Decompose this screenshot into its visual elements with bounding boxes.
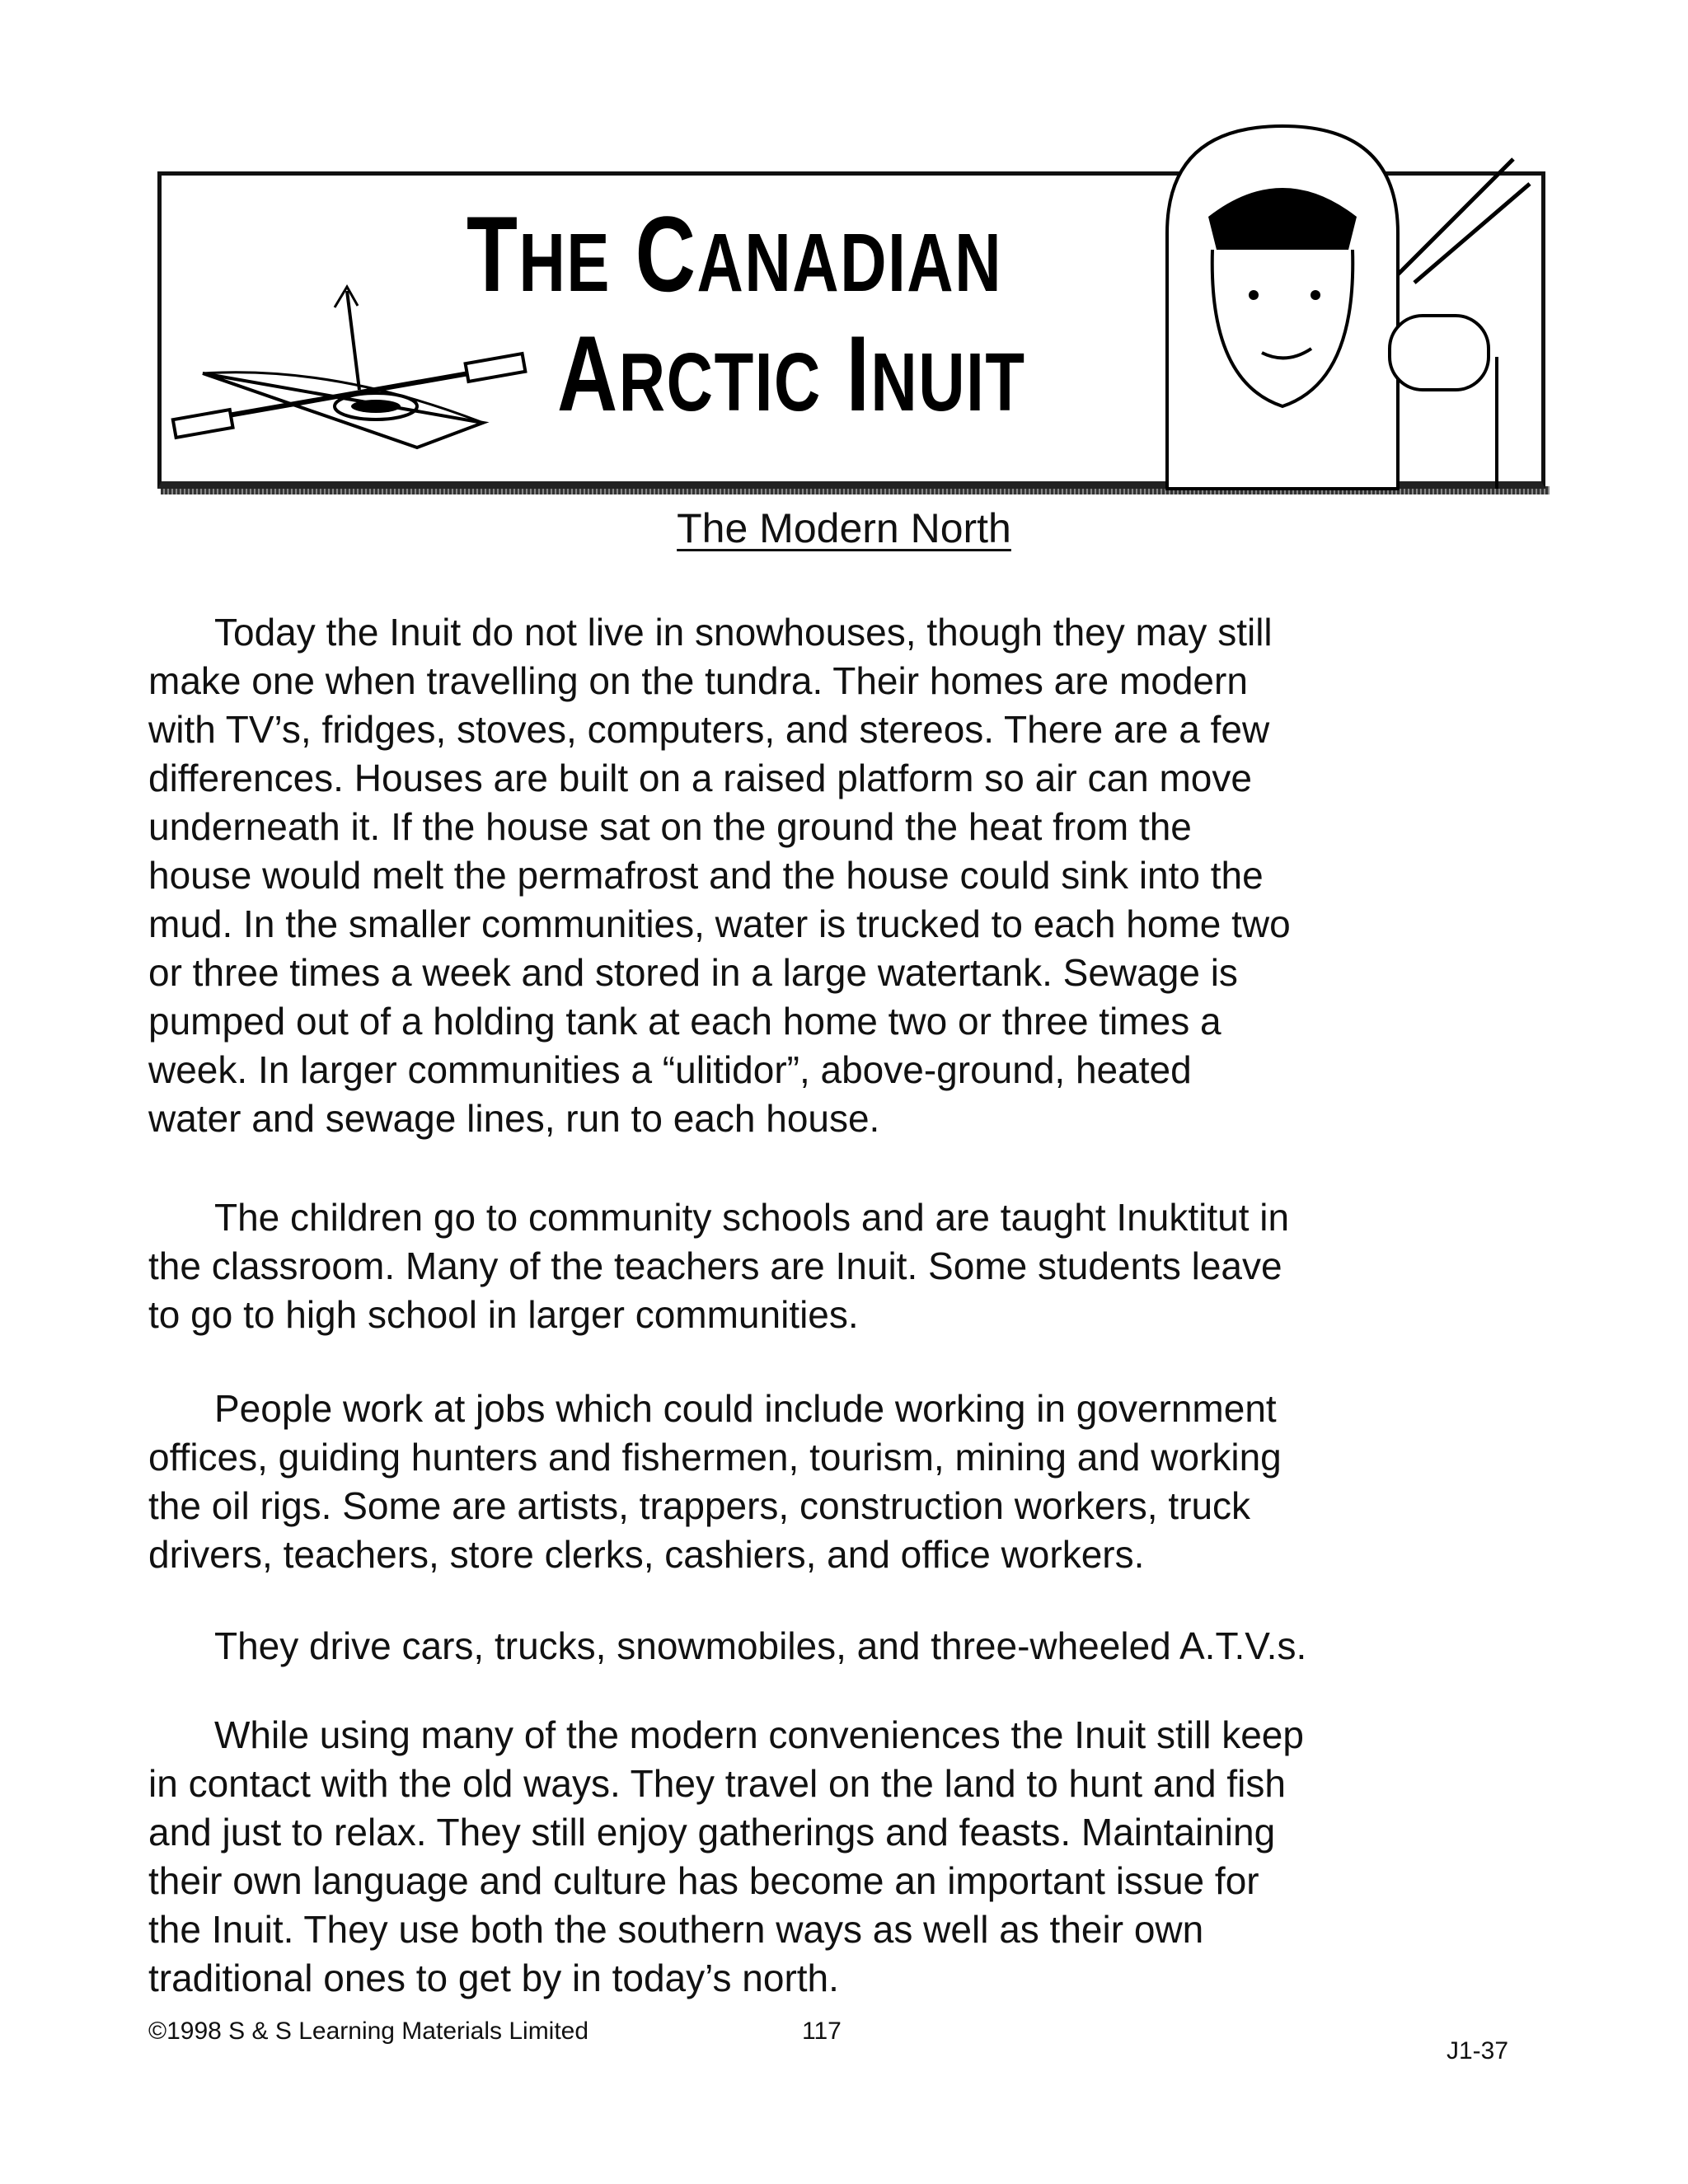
text-line: underneath it. If the house sat on the ground the heat from the: [148, 805, 1192, 848]
inuit-person-illustration: [1118, 110, 1546, 497]
text-line: pumped out of a holding tank at each home two or three times a: [148, 1000, 1221, 1043]
paragraph-1: [148, 608, 1533, 1143]
title-letter: A: [557, 313, 619, 434]
page-number: 117: [802, 2018, 842, 2045]
text-line: or three times a week and stored in a large watertank. Sewage is: [148, 951, 1238, 994]
text-line: with TV’s, fridges, stoves, computers, and stereos. There are a few: [148, 708, 1270, 751]
paragraph-3: [148, 1385, 1533, 1579]
section-heading: [0, 504, 1688, 552]
paragraph-5: [148, 1711, 1533, 2003]
text-line: traditional ones to get by in today’s north.: [148, 1957, 839, 1999]
document-code: J1-37: [1447, 2037, 1509, 2064]
title-word: NUIT: [870, 336, 1026, 429]
text-line: the oil rigs. Some are artists, trappers, construction workers, truck: [148, 1484, 1251, 1527]
text-line: in contact with the old ways. They travel on the land to hunt and fish: [148, 1762, 1286, 1805]
title-word: RCTIC: [618, 336, 822, 429]
title-word: ANADIAN: [696, 217, 1003, 309]
title-banner: [157, 171, 1545, 489]
paragraph-4: [148, 1622, 1533, 1671]
text-line: water and sewage lines, run to each house.: [148, 1097, 880, 1140]
text-line: make one when travelling on the tundra. Their homes are modern: [148, 659, 1248, 702]
text-line: week. In larger communities a “ulitidor”, above-ground, heated: [148, 1048, 1192, 1091]
text-line: and just to relax. They still enjoy gatherings and feasts. Maintaining: [148, 1811, 1276, 1854]
text-line: house would melt the permafrost and the house could sink into the: [148, 854, 1264, 897]
copyright: ©1998 S & S Learning Materials Limited: [148, 2018, 589, 2045]
title-letter: C: [635, 194, 697, 314]
text-line: Today the Inuit do not live in snowhouses, though they may still: [214, 611, 1273, 654]
paragraph-2: [148, 1193, 1533, 1339]
text-line: the Inuit. They use both the southern ways as well as their own: [148, 1908, 1204, 1951]
text-line: mud. In the smaller communities, water is trucked to each home two: [148, 902, 1291, 945]
text-line: the classroom. Many of the teachers are Inuit. Some students leave: [148, 1244, 1282, 1287]
title-letter: T: [467, 194, 519, 314]
text-line: The children go to community schools and are taught Inuktitut in: [214, 1196, 1290, 1239]
text-line: differences. Houses are built on a raised platform so air can move: [148, 757, 1252, 799]
text-line: drivers, teachers, store clerks, cashiers, and office workers.: [148, 1533, 1145, 1576]
title-letter: I: [846, 313, 871, 434]
title-word: HE: [518, 217, 611, 309]
text-line: their own language and culture has become an important issue for: [148, 1859, 1259, 1902]
text-line: offices, guiding hunters and fishermen, tourism, mining and working: [148, 1436, 1282, 1479]
text-line: to go to high school in larger communities.: [148, 1293, 859, 1336]
text-line: People work at jobs which could include working in government: [214, 1387, 1277, 1430]
text-line: While using many of the modern conveniences the Inuit still keep: [214, 1713, 1304, 1756]
banner-title-line-2: [557, 312, 1026, 435]
text-line: They drive cars, trucks, snowmobiles, and three-wheeled A.T.V.s.: [214, 1624, 1307, 1667]
section-heading-text: The Modern North: [677, 505, 1011, 551]
banner-title-line-1: [467, 192, 1002, 316]
